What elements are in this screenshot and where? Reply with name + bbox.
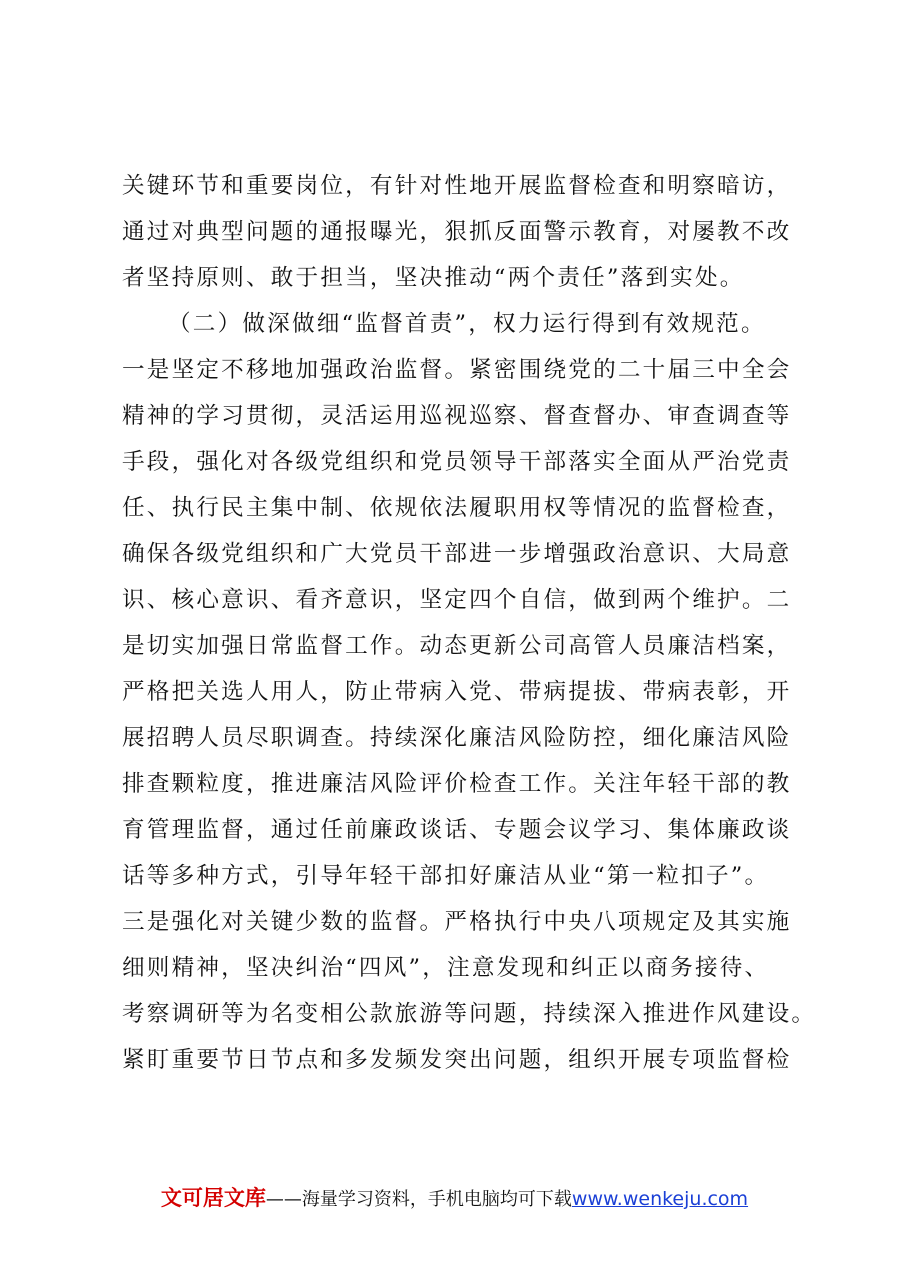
body-line: 是切实加强日常监督工作。动态更新公司高管人员廉洁档案， [122, 633, 792, 659]
body-line: 展招聘人员尽职调查。持续深化廉洁风险防控，细化廉洁风险 [122, 725, 792, 751]
body-line: 一是坚定不移地加强政治监督。紧密围绕党的二十届三中全会 [122, 357, 792, 383]
document-body [122, 163, 822, 1083]
body-line: 三是强化对关键少数的监督。严格执行中央八项规定及其实施 [122, 909, 792, 935]
body-line: 细则精神，坚决纠治“四风”，注意发现和纠正以商务接待、 [122, 955, 770, 981]
body-line: 精神的学习贯彻，灵活运用巡视巡察、督查督办、审查调查等 [122, 403, 792, 429]
body-line: 考察调研等为名变相公款旅游等问题，持续深入推进作风建设。 [122, 1001, 817, 1027]
body-line: 严格把关选人用人，防止带病入党、带病提拔、带病表彰，开 [122, 679, 792, 705]
body-line: 识、核心意识、看齐意识，坚定四个自信，做到两个维护。二 [122, 587, 792, 613]
body-line: 手段，强化对各级党组织和党员领导干部落实全面从严治党责 [122, 449, 792, 475]
body-line: 话等多种方式，引导年轻干部扣好廉洁从业“第一粒扣子”。 [122, 863, 770, 889]
body-line: 排查颗粒度，推进廉洁风险评价检查工作。关注年轻干部的教 [122, 771, 792, 797]
body-line: 者坚持原则、敢于担当，坚决推动“两个责任”落到实处。 [122, 265, 745, 291]
body-line: 育管理监督，通过任前廉政谈话、专题会议学习、集体廉政谈 [122, 817, 792, 843]
body-line: 关键环节和重要岗位，有针对性地开展监督检查和明察暗访， [122, 173, 792, 199]
body-line: 确保各级党组织和广大党员干部进一步增强政治意识、大局意 [122, 541, 792, 567]
body-line: 任、执行民主集中制、依规依法履职用权等情况的监督检查， [122, 495, 792, 521]
footer-tagline: ——海量学习资料，手机电脑均可下载 [265, 1189, 572, 1210]
website-link[interactable]: www.wenkeju.com [571, 1188, 749, 1210]
body-line: 通过对典型问题的通报曝光，狠抓反面警示教育，对屡教不改 [122, 219, 792, 245]
footer-banner [0, 1182, 909, 1212]
section-heading: （二）做深做细“监督首责”，权力运行得到有效规范。 [168, 311, 766, 337]
body-line: 紧盯重要节日节点和多发频发突出问题，组织开展专项监督检 [122, 1047, 792, 1073]
brand-name: 文可居文库 [160, 1186, 266, 1210]
